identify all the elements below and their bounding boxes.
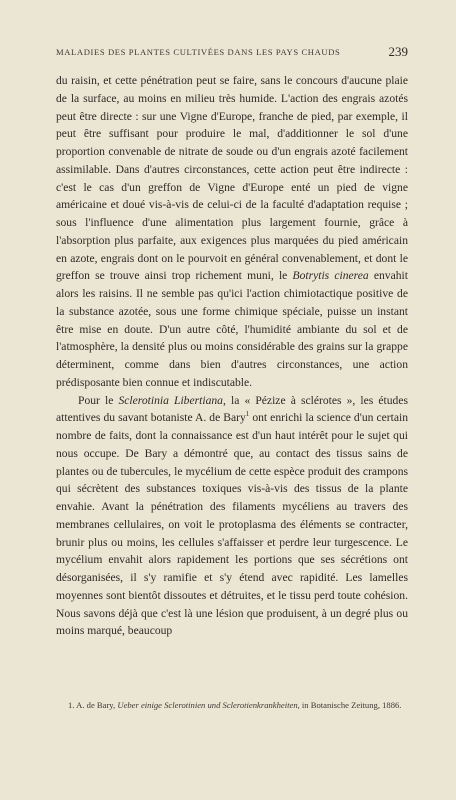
paragraph-text: Pour le bbox=[78, 393, 119, 407]
footnote-number: 1. bbox=[68, 700, 75, 710]
footnote bbox=[56, 699, 408, 712]
species-name-botrytis: Botrytis cinerea bbox=[292, 269, 369, 283]
footnote-title: Ueber einige Sclerotinien und Sclerotienkrankheiten, bbox=[117, 700, 300, 710]
footnote-author: A. de Bary, bbox=[76, 700, 116, 710]
paragraph-text: ont enrichi la science d'un certain nombre de faits, dont la connaissance est d'un haut intérêt pour le sujet qui nous occupe. De Bary a démontré que, au contact des tissus sains de plantes ou de tubercules, le mycélium de cette espèce produit des crampons qui sécrètent des substances toxiques vis-à-vis des tissus de la plante envahie. Avant la pénétration des filaments mycéliens au travers des membranes cellulaires, on voit le protoplasma des éléments se contracter, brunir plus ou moins, les cellules s'affaisser et perdre leur turgescence. Le mycélium envahit alors rapidement les portions que ses sécrétions ont désorganisées, il s'y ramifie et s'y étend avec rapidité. Les lamelles moyennes sont bientôt dissoutes et détruites, et le tissu perd toute cohésion. Nous savons déjà que c'est là une lésion que produisent, à un degré plus ou moins marqué, beaucoup bbox=[56, 411, 408, 638]
paragraph-botrytis bbox=[56, 72, 408, 392]
page-header bbox=[56, 44, 408, 60]
paragraph-text: envahit alors les raisins. Il ne semble pas qu'ici l'action chimiotactique positive de la substance azotée, sous une forme chimique spéciale, puisse un instant être mise en doute. D'un autre côté, l'humidité ambiante du sol et de l'atmosphère, la densité plus ou moins considérable des grains sur la grappe déterminent, comme dans bien d'autres circonstances, une action prédisposante bien connue et indiscutable. bbox=[56, 269, 408, 389]
species-name-sclerotinia: Sclerotinia Libertiana bbox=[118, 393, 223, 407]
paragraph-text: , la « Pézize à sclérotes », les études attentives du savant botaniste A. de Bary bbox=[56, 393, 408, 425]
page-number: 239 bbox=[388, 44, 408, 59]
paragraph-sclerotinia bbox=[56, 392, 408, 641]
page-body bbox=[56, 72, 408, 640]
footnote-reference: 1 bbox=[245, 410, 250, 419]
footnote-source: in Botanische Zeitung, 1886. bbox=[301, 700, 402, 710]
running-title: MALADIES DES PLANTES CULTIVÉES DANS LES PAYS CHAUDS bbox=[56, 47, 341, 57]
paragraph-text: du raisin, et cette pénétration peut se faire, sans le concours d'aucune plaie de la surface, au moins en milieu très humide. L'action des engrais azotés peut être directe : sur une Vigne d'Europe, franche de pied, par exemple, il peut être suffisant pour produire le mal, d'additionner le sol d'une proportion convenable de nitrate de soude ou d'un engrais azoté facilement assimilable. Dans d'autres circonstances, cette action peut être indirecte : c'est le cas d'un greffon de Vigne d'Europe enté un pied de vigne américaine et doué vis-à-vis de celui-ci de la faculté d'adaptation requise ; sous l'influence d'une alimentation plus largement fournie, grâce à l'absorption plus parfaite, aux exigences plus marquées du pied américain en azote, engrais dont on le pourvoit en général convenablement, et dont le greffon se trouve ainsi trop richement muni, le bbox=[56, 74, 408, 283]
